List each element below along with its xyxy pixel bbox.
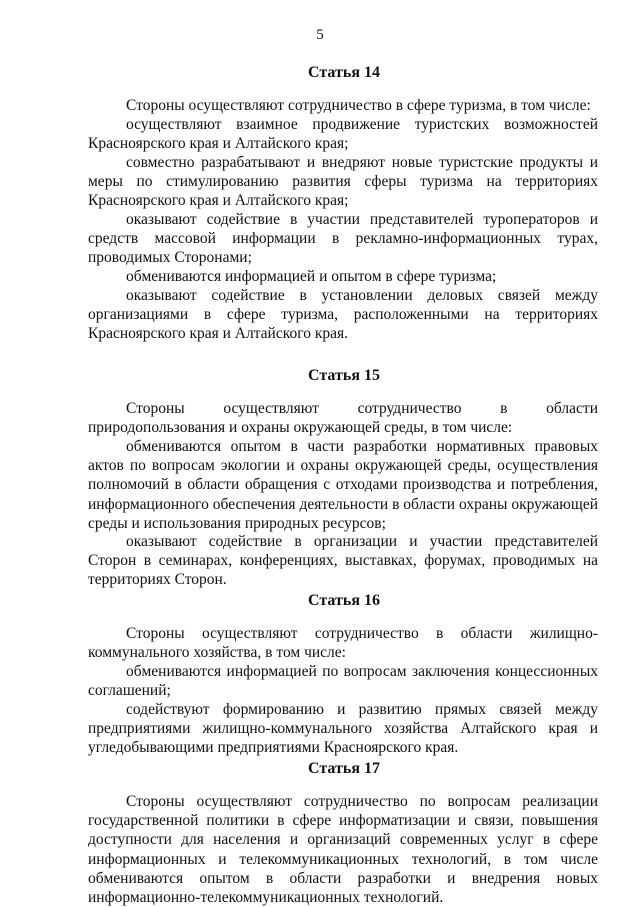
article-17-paragraph: Стороны осуществляют сотрудничество по вопросам реализации государственной политики в сфере информатизации и связи, повышения доступности для населения и организаций современных услуг в сфере информационных и телекоммуникационных технологий, в том числе обмениваются опытом в области разработки и внедрения новых информационно-телекоммуникационных технологий. <box>88 793 598 907</box>
article-14-paragraph: обмениваются информацией и опытом в сфере туризма; <box>126 268 497 285</box>
article-14-heading: Статья 14 <box>308 64 380 81</box>
article-16-paragraph: содействуют формированию и развитию прямых связей между предприятиями жилищно-коммунального хозяйства Алтайского края и угледобывающими предприятиями Красноярского края. <box>88 701 598 757</box>
article-14-paragraph: совместно разрабатывают и внедряют новые туристские продукты и меры по стимулированию развития сферы туризма на территориях Красноярского края и Алтайского края; <box>88 154 598 210</box>
article-15-heading: Статья 15 <box>308 367 380 384</box>
article-15-paragraph: обмениваются опытом в части разработки нормативных правовых актов по вопросам экологии и охраны окружающей среды, осуществления полномочий в области обращения с отходами производства и потребления, информационного обеспечения деятельности в области охраны окружающей среды и использования природных ресурсов; <box>88 438 598 532</box>
article-14-paragraph: оказывают содействие в участии представителей туроператоров и средств массовой информации в рекламно-информационных турах, проводимых Сторонами; <box>88 211 598 267</box>
article-14-paragraph: оказывают содействие в установлении деловых связей между организациями в сфере туризма, расположенными на территориях Красноярского края и Алтайского края. <box>88 287 598 343</box>
article-16-paragraph: обмениваются информацией по вопросам заключения концессионных соглашений; <box>88 663 598 700</box>
page-number: 5 <box>316 27 324 43</box>
article-14-paragraph: Стороны осуществляют сотрудничество в сфере туризма, в том числе: <box>126 97 591 114</box>
article-16-paragraph: Стороны осуществляют сотрудничество в области жилищно-коммунального хозяйства, в том числе: <box>88 625 598 662</box>
article-17-heading: Статья 17 <box>308 760 380 777</box>
article-16-heading: Статья 16 <box>308 592 380 609</box>
article-14-paragraph: осуществляют взаимное продвижение туристских возможностей Красноярского края и Алтайского края; <box>88 116 598 153</box>
article-15-paragraph: оказывают содействие в организации и участии представителей Сторон в семинарах, конференциях, выставках, форумах, проводимых на территориях Сторон. <box>88 533 598 589</box>
article-15-paragraph: Стороны осуществляют сотрудничество в области природопользования и охраны окружающей среды, в том числе: <box>88 400 598 437</box>
